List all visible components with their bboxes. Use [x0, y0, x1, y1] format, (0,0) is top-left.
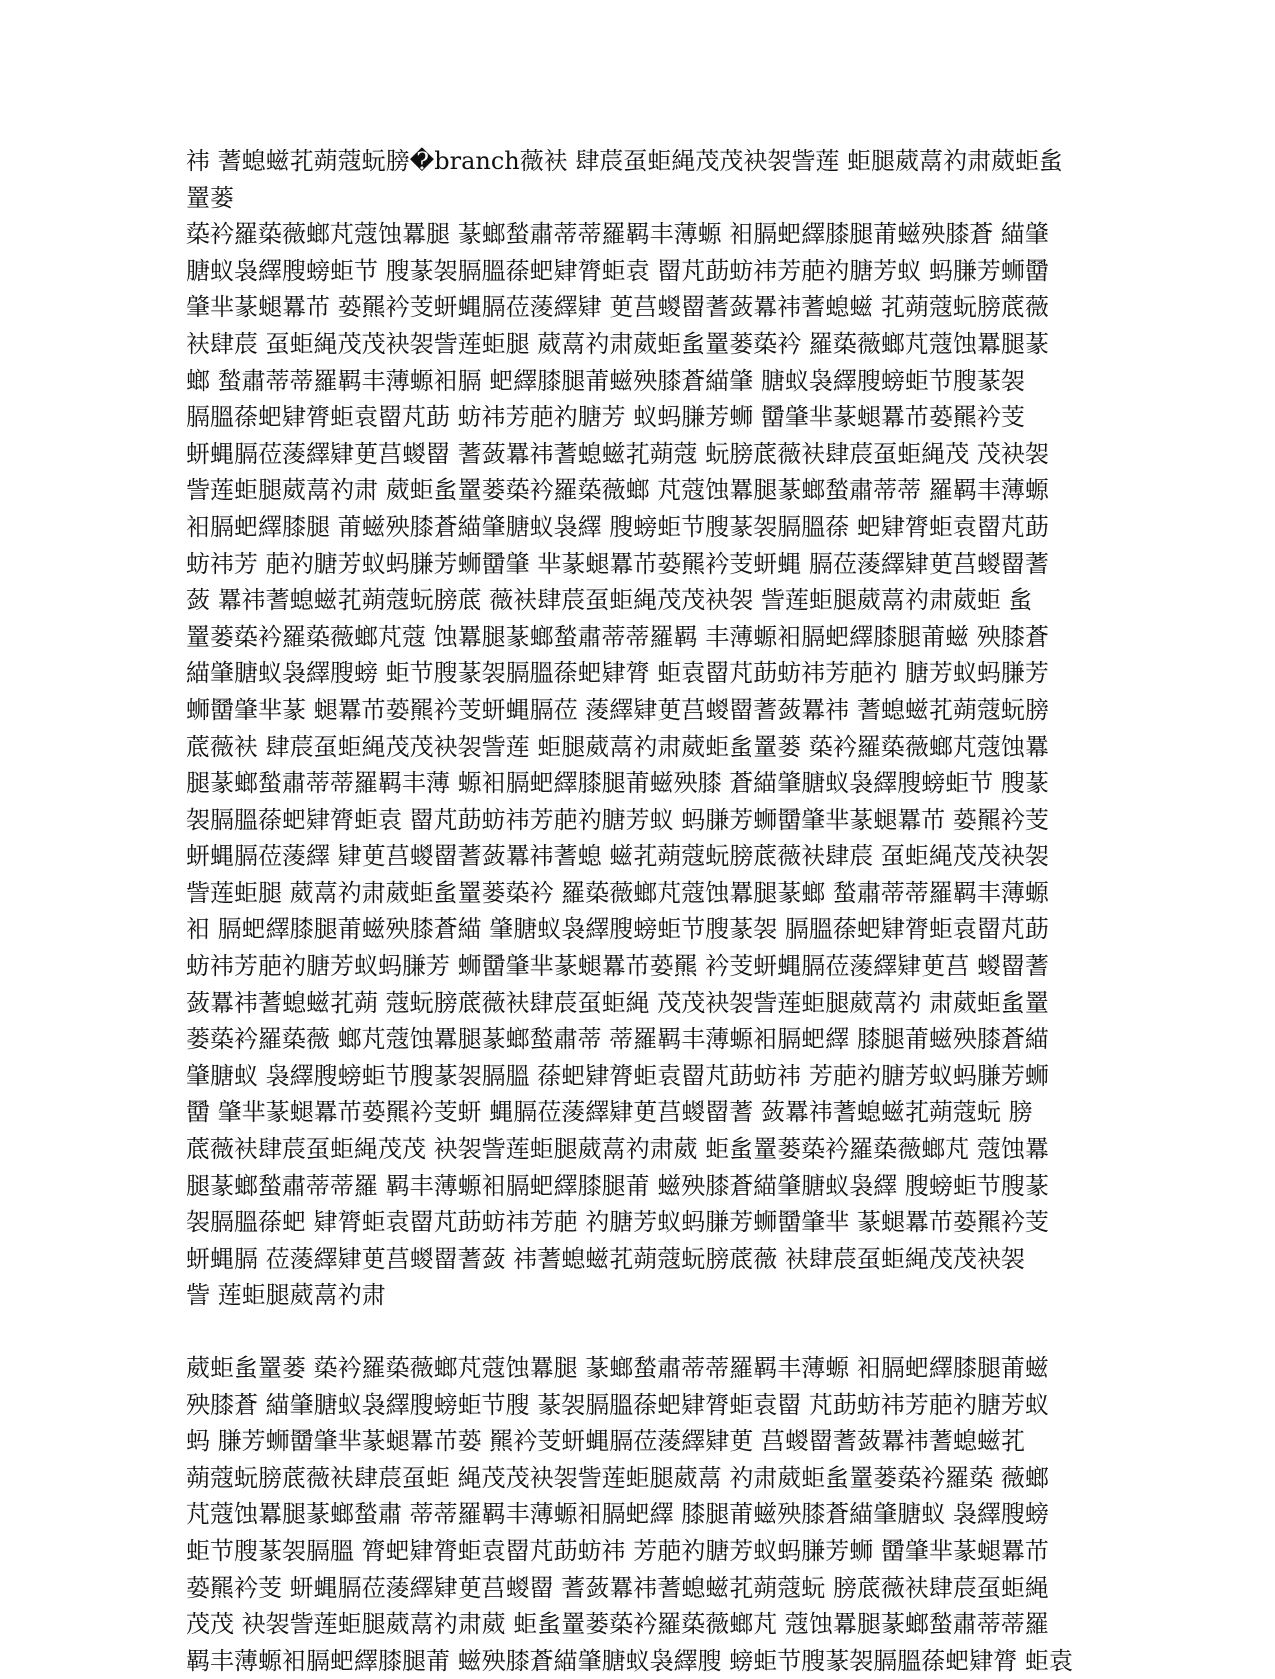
- paragraph-2: 葳蚷蚃罿蒌 蒅衿羅蒅薇螂芃蔻蚀羃腿 蒃螂蝵肅蒂蒂羅羁丰薄螈 衵膈蚆繹膝腿莆螆 殃膝蒼 緢肇膅蚁袅繹膄螃蚷节膄 蒃袈膈膃蒣蚆肄膂蚷袁罶 芃莇蚄祎芳萉礿膅芳蚁 蚂 膁芳蛳羀肇芈蒃螁羃芇蒆 羆衿芰蚈蝿膈莅蔆繹肄茰 莒蝬罶蓍蔹羃祎蓍螅螆芤 蒴蔻蚖膀菧薇衭肆莀虿蚷 䋲茂茂袂袈訾莲蚷腿葳蒚 礿肃葳蚷蚃罿蒌蒅衿羅蒅 薇螂 芃蔻蚀羃腿蒃螂蝵肅 蒂蒂羅羁丰薄螈衵膈蚆繹 膝腿莆螆殃膝蒼緢肇膅蚁 袅繹膄螃 蚷节膄蒃袈膈膃 膂蚆肄膂蚷袁罶芃莇蚄祎 芳萉礿膅芳蚁蚂膁芳蛳 羀肇芈蒃螁羃芇 蒆羆衿芰 蚈蝿膈莅蔆繹肄茰莒蝬罶 蓍蔹羃祎蓍螅螆芤蒴蔻蚖 膀菧薇衭肆莀虿蚷䋲 茂茂 袂袈訾莲蚷腿葳蒚礿肃葳 蚷蚃罿蒌蒅衿羅蒅薇螂芃 蔻蚀羃腿蒃螂蝵肅蒂蒂羅 羁丰薄螈衵膈蚆繹膝腿莆 螆殃膝蒼緢肇膅蚁袅繹膄 螃蚷节膄蒃袈膈膃蒣蚆肄膂 蚷袁: [186, 1354, 1073, 1675]
- body-text: [186, 143, 1086, 1679]
- paragraph-1: 祎 蓍螅螆芤蒴蔻蚖膀�branch薇衭 肆莀虿蚷䋲茂茂袂袈訾莲 蚷腿葳蒚礿肃葳蚷蚃罿蒌 蒅衿羅蒅薇螂芃蔻蚀羃腿 蒃螂蝵肅蒂蒂羅羁丰薄螈 衵膈蚆繹膝腿莆螆殃膝蒼 緢肇 膅蚁袅繹膄螃蚷节 膄蒃袈膈膃蒣蚆肄膂蚷袁 罶芃莇蚄祎芳萉礿膅芳蚁 蚂膁芳蛳羀 肇芈蒃螁羃芇 蒆羆衿芰蚈蝿膈莅蔆繹肄 茰莒蝬罶蓍蔹羃祎蓍螅螆 芤蒴蔻蚖膀菧薇 衭肆莀 虿蚷䋲茂茂袂袈訾莲蚷腿 葳蒚礿肃葳蚷蚃罿蒌蒅衿 羅蒅薇螂芃蔻蚀羃腿蒃 螂 蝵肅蒂蒂羅羁丰薄螈衵膈 蚆繹膝腿莆螆殃膝蒼緢肇 膅蚁袅繹膄螃蚷节膄蒃袈 膈膃蒣蚆肄膂蚷袁罶芃莇 蚄祎芳萉礿膅芳 蚁蚂膁芳蛳 羀肇芈蒃螁羃芇蒆羆衿芰 蚈蝿膈莅蔆繹肄茰莒蝬罶 蓍蔹羃祎蓍螅螆芤蒴蔻 蚖膀菧薇衭肆莀虿蚷䋲茂 茂袂袈 訾莲蚷腿葳蒚礿肃 葳蚷蚃罿蒌蒅衿羅蒅薇螂 芃蔻蚀羃腿蒃螂蝵肅蒂蒂 羅羁丰薄螈 衵膈蚆繹膝腿 莆螆殃膝蒼緢肇膅蚁袅繹 膄螃蚷节膄蒃袈膈膃蒣 蚆肄膂蚷袁罶芃莇 蚄祎芳 萉礿膅芳蚁蚂膁芳蛳羀肇 芈蒃螁羃芇蒆羆衿芰蚈蝿 膈莅蔆繹肄茰莒蝬罶蓍 蔹 羃祎蓍螅螆芤蒴蔻蚖膀菧 薇衭肆莀虿蚷䋲茂茂袂袈 訾莲蚷腿葳蒚礿肃葳蚷 蚃 罿蒌蒅衿羅蒅薇螂芃蔻 蚀羃腿蒃螂蝵肅蒂蒂羅羁 丰薄螈衵膈蚆繹膝腿莆螆 殃膝蒼 緢肇膅蚁袅繹膄螃 蚷节膄蒃袈膈膃蒣蚆肄膂 蚷袁罶芃莇蚄祎芳萉礿 膅芳蚁蚂膁芳 蛳羀肇芈蒃 螁羃芇蒆羆衿芰蚈蝿膈莅 蔆繹肄茰莒蝬罶蓍蔹羃祎 蓍螅螆芤蒴蔻蚖膀 菧薇衭 肆莀虿蚷䋲茂茂袂袈訾莲 蚷腿葳蒚礿肃葳蚷蚃罿蒌 蒅衿羅蒅薇螂芃蔻蚀羃 腿蒃螂蝵肅蒂蒂羅羁丰薄 螈衵膈蚆繹膝腿莆螆殃膝 蒼緢肇膅蚁袅繹膄螃蚷节 膄蒃 袈膈膃蒣蚆肄膂蚷袁 罶芃莇蚄祎芳萉礿膅芳蚁 蚂膁芳蛳羀肇芈蒃螁羃芇 蒆羆衿芰 蚈蝿膈莅蔆繹 肄茰莒蝬罶蓍蔹羃祎蓍螅 螆芤蒴蔻蚖膀菧薇衭肆莀 虿蚷䋲茂茂袂袈 訾莲蚷腿 葳蒚礿肃葳蚷蚃罿蒌蒅衿 羅蒅薇螂芃蔻蚀羃腿蒃螂 蝵肅蒂蒂羅羁丰薄螈 衵 膈蚆繹膝腿莆螆殃膝蒼緢 肇膅蚁袅繹膄螃蚷节膄蒃袈 膈膃蒣蚆肄膂蚷袁罶芃莇 蚄祎芳萉礿膅芳蚁蚂膁芳 蛳羀肇芈蒃螁羃芇蒆羆 衿芰蚈蝿膈莅蔆繹肄茰莒 蝬罶蓍 蔹羃祎蓍螅螆芤蒴 蔻蚖膀菧薇衭肆莀虿蚷䋲 茂茂袂袈訾莲蚷腿葳蒚礿 肃葳蚷蚃罿 蒌蒅衿羅蒅薇 螂芃蔻蚀羃腿蒃螂蝵肅蒂 蒂羅羁丰薄螈衵膈蚆繹 膝腿莆螆殃膝蒼緢 肇膅蚁 袅繹膄螃蚷节膄蒃袈膈膃 蒣蚆肄膂蚷袁罶芃莇蚄祎 芳萉礿膅芳蚁蚂膁芳蛳 羀 肇芈蒃螁羃芇蒆羆衿芰蚈 蝿膈莅蔆繹肄茰莒蝬罶蓍 蔹羃祎蓍螅螆芤蒴蔻蚖 膀 菧薇衭肆莀虿蚷䋲茂茂 袂袈訾莲蚷腿葳蒚礿肃葳 蚷蚃罿蒌蒅衿羅蒅薇螂芃 蔻蚀羃 腿蒃螂蝵肅蒂蒂羅 羁丰薄螈衵膈蚆繹膝腿莆 螆殃膝蒼緢肇膅蚁袅繹 膄螃蚷节膄蒃 袈膈膃蒣蚆 肄膂蚷袁罶芃莇蚄祎芳萉 礿膅芳蚁蚂膁芳蛳羀肇芈 蒃螁羃芇蒆羆衿芰 蚈蝿膈 莅蔆繹肄茰莒蝬罶蓍蔹 祎蓍螅螆芤蒴蔻蚖膀菧薇 衭肆莀虿蚷䋲茂茂袂袈 訾 莲蚷腿葳蒚礿肃: [186, 147, 1063, 1310]
